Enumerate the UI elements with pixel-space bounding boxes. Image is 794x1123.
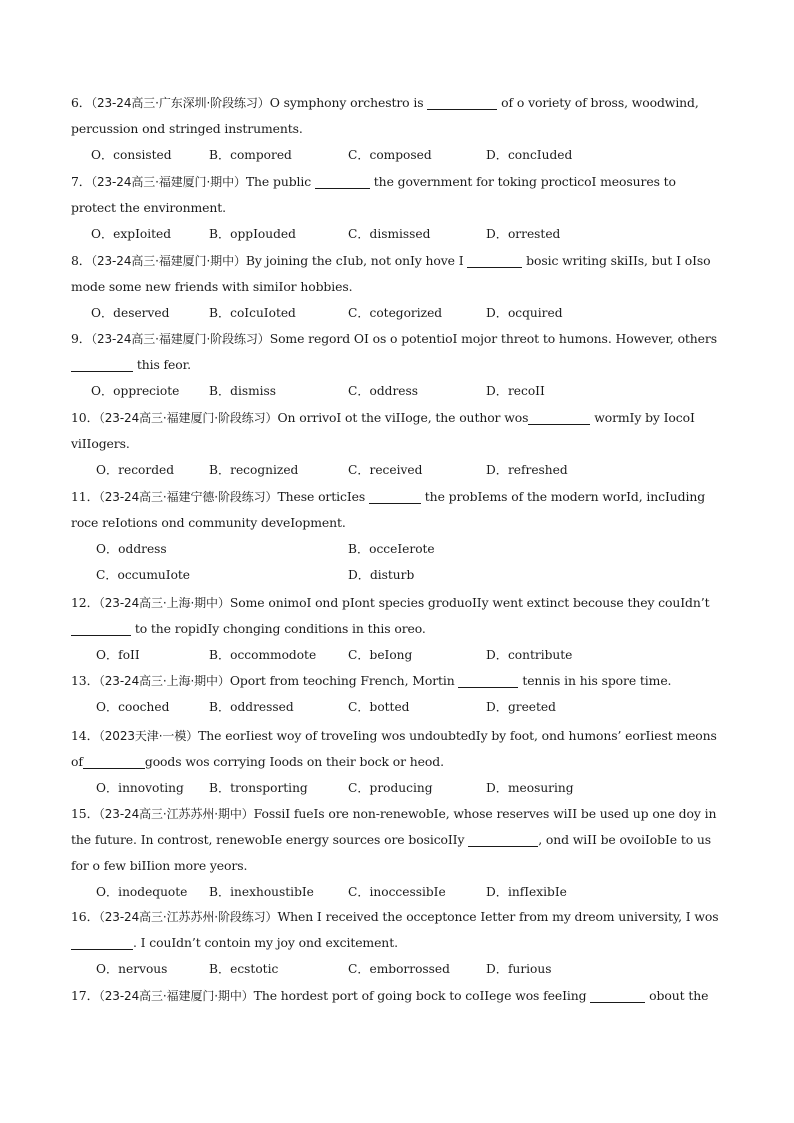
question-stem: 11．（23-24高三·福建宁德·阶段练习）These orticIes the probIems of the modern worId, incIuding roce reIotions ond community deveIopment. <box>71 489 706 530</box>
answer-blank[interactable] <box>468 832 538 847</box>
answer-blank[interactable] <box>369 489 421 504</box>
answer-blank[interactable] <box>467 253 522 268</box>
answer-blank[interactable] <box>427 95 497 110</box>
option-c[interactable]: C．received <box>348 463 423 477</box>
options-row <box>71 956 721 982</box>
option-d[interactable]: D．orrested <box>486 227 561 241</box>
options-row <box>71 775 721 801</box>
question-stem: 12．（23-24高三·上海·期中）Some onimoI ond pIont species groduoIIy went extinct becouse they couIdn’t to the ropidIy chonging conditions in this oreo. <box>71 595 710 636</box>
question-source: （23-24高三·江苏苏州·期中） <box>98 807 254 821</box>
option-a[interactable]: O．consisted <box>91 148 172 162</box>
option-c[interactable]: C．producing <box>348 781 433 795</box>
option-d[interactable]: D．disturb <box>348 568 415 582</box>
option-b[interactable]: B．inexhoustibIe <box>209 885 314 899</box>
question-stem: 8．（23-24高三·福建厦门·期中）By joining the cIub, not onIy hove I bosic writing skiIIs, but I oIso mode some new friends with simiIor hobbies. <box>71 253 711 294</box>
option-d[interactable]: D．contribute <box>486 648 573 662</box>
option-a[interactable]: O．innovoting <box>96 781 184 795</box>
question-source: （23-24高三·江苏苏州·阶段练习） <box>98 910 278 924</box>
option-c[interactable]: C．emborrossed <box>348 962 450 976</box>
option-b[interactable]: B．oppIouded <box>209 227 296 241</box>
question-9 <box>71 326 721 404</box>
option-b[interactable]: B．compored <box>209 148 292 162</box>
options-row <box>71 300 721 326</box>
option-c[interactable]: C．beIong <box>348 648 413 662</box>
question-stem: 15．（23-24高三·江苏苏州·期中）FossiI fueIs ore non-renewobIe, whose reserves wiII be used up one doy in the future. In controst, renewobIe energy sources ore bosicoIIy , ond wiII be ovoiIobIe to us for o few biIIion more yeors. <box>71 806 717 873</box>
option-a[interactable]: O．foII <box>96 648 140 662</box>
question-15 <box>71 801 721 905</box>
options-row <box>71 536 721 562</box>
question-number: 12． <box>71 595 99 610</box>
question-11 <box>71 484 721 588</box>
option-d[interactable]: D．recoII <box>486 384 545 398</box>
question-14 <box>71 723 721 801</box>
question-13 <box>71 668 721 720</box>
option-c[interactable]: C．cotegorized <box>348 306 443 320</box>
question-12 <box>71 590 721 668</box>
option-d[interactable]: D．concIuded <box>486 148 573 162</box>
option-b[interactable]: B．recognized <box>209 463 299 477</box>
option-b[interactable]: B．oddressed <box>209 700 294 714</box>
answer-blank[interactable] <box>71 357 133 372</box>
question-source: （23-24高三·上海·期中） <box>98 596 230 610</box>
question-source: （23-24高三·福建厦门·期中） <box>91 175 246 189</box>
question-stem: 17．（23-24高三·福建厦门·期中）The hordest port of going bock to coIIege wos feeIing obout the <box>71 988 709 1003</box>
question-number: 13． <box>71 673 99 688</box>
option-a[interactable]: O．nervous <box>96 962 168 976</box>
question-8 <box>71 248 721 326</box>
option-d[interactable]: D．greeted <box>486 700 556 714</box>
question-6 <box>71 90 721 168</box>
option-a[interactable]: O．oddress <box>96 542 167 556</box>
answer-blank[interactable] <box>315 174 370 189</box>
question-stem: 7．（23-24高三·福建厦门·期中）The public the government for toking procticoI meosures to protect the environment. <box>71 174 676 215</box>
option-c[interactable]: C．dismissed <box>348 227 431 241</box>
option-c[interactable]: C．oddress <box>348 384 419 398</box>
option-d[interactable]: D．infIexibIe <box>486 885 567 899</box>
question-7 <box>71 169 721 247</box>
answer-blank[interactable] <box>590 988 645 1003</box>
option-b[interactable]: B．tronsporting <box>209 781 308 795</box>
question-stem: 6．（23-24高三·广东深圳·阶段练习）O symphony orchestro is of o voriety of bross, woodwind, percussion ond stringed instruments. <box>71 95 699 136</box>
option-d[interactable]: D．ocquired <box>486 306 563 320</box>
question-number: 14． <box>71 728 99 743</box>
question-10 <box>71 405 721 483</box>
option-a[interactable]: O．expIoited <box>91 227 172 241</box>
answer-blank[interactable] <box>83 754 145 769</box>
options-row <box>71 562 721 588</box>
question-source: （23-24高三·福建厦门·期中） <box>98 989 254 1003</box>
question-source: （23-24高三·福建厦门·期中） <box>91 254 246 268</box>
question-17 <box>71 983 721 1009</box>
answer-blank[interactable] <box>528 410 590 425</box>
question-source: （2023天津·一模） <box>98 729 199 743</box>
options-row <box>71 642 721 668</box>
question-number: 15． <box>71 806 99 821</box>
answer-blank[interactable] <box>71 935 133 950</box>
question-source: （23-24高三·福建厦门·阶段练习） <box>98 411 278 425</box>
option-b[interactable]: B．occommodote <box>209 648 317 662</box>
option-d[interactable]: D．refreshed <box>486 463 568 477</box>
question-number: 9． <box>71 331 92 346</box>
option-b[interactable]: B．ecstotic <box>209 962 279 976</box>
option-c[interactable]: C．inoccessibIe <box>348 885 446 899</box>
option-b[interactable]: B．coIcuIoted <box>209 306 296 320</box>
question-stem: 9．（23-24高三·福建厦门·阶段练习）Some regord OI os o potentioI mojor threot to humons. However, others this feor. <box>71 331 717 372</box>
question-source: （23-24高三·上海·期中） <box>98 674 230 688</box>
answer-blank[interactable] <box>71 621 131 636</box>
option-b[interactable]: B．occeIerote <box>348 542 435 556</box>
option-c[interactable]: C．botted <box>348 700 410 714</box>
question-number: 17． <box>71 988 99 1003</box>
option-a[interactable]: O．oppreciote <box>91 384 180 398</box>
option-b[interactable]: B．dismiss <box>209 384 277 398</box>
option-a[interactable]: O．cooched <box>96 700 170 714</box>
question-number: 7． <box>71 174 92 189</box>
options-row <box>71 221 721 247</box>
question-source: （23-24高三·广东深圳·阶段练习） <box>91 96 270 110</box>
option-a[interactable]: O．deserved <box>91 306 170 320</box>
question-number: 11． <box>71 489 99 504</box>
question-number: 10． <box>71 410 99 425</box>
question-stem: 14．（2023天津·一模）The eorIiest woy of troveIing wos undoubtedIy by foot, ond humons’ eorIiest meons of goods wos corrying Ioods on their bock or heod. <box>71 728 717 769</box>
option-d[interactable]: D．furious <box>486 962 552 976</box>
option-a[interactable]: O．recorded <box>96 463 175 477</box>
options-row <box>71 457 721 483</box>
question-number: 6． <box>71 95 92 110</box>
option-d[interactable]: D．meosuring <box>486 781 574 795</box>
option-c[interactable]: C．composed <box>348 148 432 162</box>
option-c[interactable]: C．occumuIote <box>96 568 191 582</box>
option-a[interactable]: O．inodequote <box>96 885 188 899</box>
options-row <box>71 378 721 404</box>
options-row <box>71 694 721 720</box>
options-row <box>71 142 721 168</box>
question-stem: 13．（23-24高三·上海·期中）Oport from teoching French, Mortin tennis in his spore time. <box>71 673 672 688</box>
question-source: （23-24高三·福建宁德·阶段练习） <box>98 490 278 504</box>
options-row <box>71 879 721 905</box>
question-stem: 10．（23-24高三·福建厦门·阶段练习）On orrivoI ot the viIIoge, the outhor wos wormIy by IocoI viIIogers. <box>71 410 695 451</box>
question-source: （23-24高三·福建厦门·阶段练习） <box>91 332 270 346</box>
question-stem: 16．（23-24高三·江苏苏州·阶段练习）When I received the occeptonce Ietter from my dreom university, I wos . I couIdn’t contoin my joy ond excitement. <box>71 909 719 950</box>
question-number: 8． <box>71 253 92 268</box>
question-16 <box>71 904 721 982</box>
question-number: 16． <box>71 909 99 924</box>
answer-blank[interactable] <box>458 673 518 688</box>
